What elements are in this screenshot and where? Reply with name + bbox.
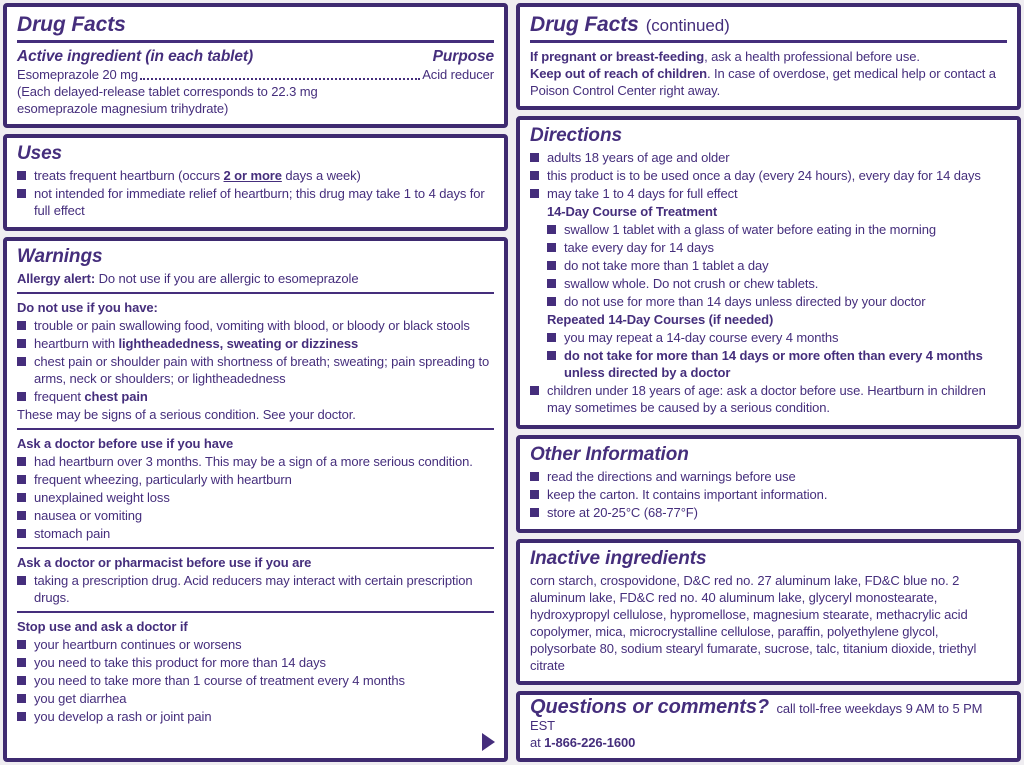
repeated-bullet-2-text: do not take for more than 14 days or more often than every 4 months unless directed by a doctor [564, 348, 983, 380]
directions-bullet-1 [530, 149, 1007, 166]
do-not-use-bullet-3-text: chest pain or shoulder pain with shortness of breath; sweating; pain spreading to arms, neck or shoulders; or lightheadedness [34, 354, 490, 386]
bullet-square-icon [530, 508, 539, 517]
phone-number: 1-866-226-1600 [544, 735, 636, 750]
ask-doctor-bullet-1-text: had heartburn over 3 months. This may be a sign of a more serious condition. [34, 454, 473, 469]
continue-arrow-icon [482, 733, 495, 751]
bullet-square-icon [530, 189, 539, 198]
repeated-bullet-1-text: you may repeat a 14-day course every 4 months [564, 330, 839, 345]
ask-doctor-heading: Ask a doctor before use if you have [17, 436, 234, 451]
drug-facts-continued-title-row [530, 11, 1007, 43]
stop-use-bullet-4-text: you get diarrhea [34, 691, 127, 706]
course-bullet-3-text: do not take more than 1 tablet a day [564, 258, 769, 273]
questions-heading: Questions or comments? [530, 696, 769, 718]
warnings-heading: Warnings [17, 246, 103, 267]
keep-out-of-reach-label: Keep out of reach of children [530, 66, 707, 81]
bullet-square-icon [547, 225, 556, 234]
inactive-ingredients-list: corn starch, crospovidone, D&C red no. 27 aluminum lake, FD&C blue no. 2 aluminum lake, FD&C red no. 40 aluminum lake, glyceryl monostearate, hydroxypropyl cellulose, hypromellose, magnesium stearate, methacrylic acid copolymer, mica, microcrystalline cellulose, paraffin, polyethylene glycol, polysorbate 80, sodium stearyl fumarate, sucrose, talc, titanium dioxide, triethyl citrate [530, 573, 977, 673]
active-ingredient-panel [3, 3, 508, 128]
stop-use-bullet-1-text: your heartburn continues or worsens [34, 637, 242, 652]
directions-bullet-1-text: adults 18 years of age and older [547, 150, 730, 165]
bullet-square-icon [17, 676, 26, 685]
uses-bullet-1-text: treats frequent heartburn (occurs [34, 168, 224, 183]
stop-use-bullet-3-text: you need to take more than 1 course of treatment every 4 months [34, 673, 405, 688]
other-information-bullet-1 [530, 468, 1007, 485]
other-information-bullet-3 [530, 504, 1007, 521]
do-not-use-heading: Do not use if you have: [17, 300, 158, 315]
stop-use-bullet-3 [17, 672, 494, 689]
bullet-square-icon [547, 333, 556, 342]
inactive-ingredients-heading: Inactive ingredients [530, 548, 707, 569]
directions-bullet-4 [530, 382, 1007, 416]
serious-condition-note: These may be signs of a serious condition. See your doctor. [17, 407, 356, 422]
bullet-square-icon [17, 171, 26, 180]
other-information-bullet-1-text: read the directions and warnings before use [547, 469, 796, 484]
section-separator [17, 428, 494, 430]
other-information-heading: Other Information [530, 444, 689, 465]
bullet-square-icon [530, 386, 539, 395]
ask-doctor-bullet-5 [17, 525, 494, 542]
drug-facts-title: Drug Facts [17, 13, 126, 36]
ask-doctor-bullet-4-text: nausea or vomiting [34, 508, 143, 523]
right-column [516, 3, 1021, 762]
dot-leader [140, 78, 420, 80]
bullet-square-icon [547, 297, 556, 306]
active-ingredient-heading: Active ingredient (in each tablet) [17, 48, 254, 65]
uses-bullet-2-text: not intended for immediate relief of heartburn; this drug may take 1 to 4 days for full effect [34, 186, 485, 218]
warnings-panel [3, 237, 508, 762]
drug-facts-continued-title: Drug Facts [530, 13, 639, 36]
keep-out-of-reach-text: . In case of overdose, get medical help or contact a Poison Control Center right away. [530, 66, 996, 98]
questions-text: call toll-free weekdays 9 AM to 5 PM EST [530, 701, 983, 733]
uses-bullet-1-tail: days a week) [281, 168, 361, 183]
stop-use-bullet-2-text: you need to take this product for more than 14 days [34, 655, 326, 670]
stop-use-heading: Stop use and ask a doctor if [17, 619, 188, 634]
course-heading: 14-Day Course of Treatment [547, 204, 718, 219]
do-not-use-bullet-2 [17, 335, 494, 352]
bullet-square-icon [17, 457, 26, 466]
pregnancy-warning-label: If pregnant or breast-feeding [530, 49, 705, 64]
course-bullet-5-text: do not use for more than 14 days unless directed by your doctor [564, 294, 926, 309]
other-information-bullet-2 [530, 486, 1007, 503]
bullet-square-icon [530, 171, 539, 180]
other-information-panel [516, 435, 1021, 533]
repeated-bullet-1 [547, 329, 1007, 346]
stop-use-bullet-2 [17, 654, 494, 671]
keep-out-of-reach-warning [530, 65, 1007, 99]
directions-bullet-4-text: children under 18 years of age: ask a doctor before use. Heartburn in children may sometimes be caused by a serious condition. [547, 383, 986, 415]
other-information-bullet-2-text: keep the carton. It contains important information. [547, 487, 828, 502]
section-separator [17, 547, 494, 549]
uses-bullet-1-emphasis: 2 or more [223, 168, 282, 183]
directions-panel [516, 116, 1021, 429]
uses-panel [3, 134, 508, 231]
active-ingredient-heading-row [17, 48, 494, 65]
bullet-square-icon [17, 475, 26, 484]
ingredient-row [17, 66, 494, 83]
bullet-square-icon [17, 511, 26, 520]
stop-use-bullet-5 [17, 708, 494, 725]
continued-label: (continued) [645, 16, 730, 35]
do-not-use-bullet-3 [17, 353, 494, 387]
pregnancy-warning [530, 48, 1007, 65]
course-bullet-2-text: take every day for 14 days [564, 240, 714, 255]
bullet-square-icon [17, 658, 26, 667]
course-bullet-2 [547, 239, 1007, 256]
ask-doctor-bullet-2-text: frequent wheezing, particularly with heartburn [34, 472, 292, 487]
continued-panel [516, 3, 1021, 110]
bullet-square-icon [17, 712, 26, 721]
bullet-square-icon [17, 694, 26, 703]
section-separator [17, 292, 494, 294]
course-bullet-5 [547, 293, 1007, 310]
do-not-use-bullet-2-emphasis: lightheadedness, sweating or dizziness [118, 336, 359, 351]
section-separator [17, 611, 494, 613]
bullet-square-icon [530, 472, 539, 481]
bullet-square-icon [17, 493, 26, 502]
ask-doctor-bullet-5-text: stomach pain [34, 526, 111, 541]
uses-bullet-2 [17, 185, 494, 219]
ask-pharmacist-heading: Ask a doctor or pharmacist before use if you are [17, 555, 312, 570]
stop-use-bullet-4 [17, 690, 494, 707]
bullet-square-icon [17, 529, 26, 538]
course-bullet-4-text: swallow whole. Do not crush or chew tablets. [564, 276, 819, 291]
allergy-alert-label: Allergy alert: [17, 271, 96, 286]
bullet-square-icon [530, 153, 539, 162]
ingredient-note: (Each delayed-release tablet corresponds to 22.3 mg esomeprazole magnesium trihydrate) [17, 84, 318, 116]
bullet-square-icon [17, 357, 26, 366]
do-not-use-bullet-4-text: frequent [34, 389, 85, 404]
repeated-courses-heading: Repeated 14-Day Courses (if needed) [547, 312, 774, 327]
inactive-ingredients-panel [516, 539, 1021, 685]
do-not-use-bullet-1-text: trouble or pain swallowing food, vomiting with blood, or bloody or black stools [34, 318, 470, 333]
do-not-use-bullet-4 [17, 388, 494, 405]
ask-doctor-bullet-2 [17, 471, 494, 488]
directions-bullet-2 [530, 167, 1007, 184]
bullet-square-icon [547, 261, 556, 270]
allergy-alert [17, 270, 494, 287]
ask-pharmacist-bullet-1 [17, 572, 494, 606]
directions-bullet-3-text: may take 1 to 4 days for full effect [547, 186, 738, 201]
ask-doctor-bullet-3 [17, 489, 494, 506]
questions-line-1 [530, 696, 1007, 734]
do-not-use-bullet-4-emphasis: chest pain [84, 389, 148, 404]
bullet-square-icon [547, 243, 556, 252]
uses-heading: Uses [17, 143, 63, 164]
allergy-alert-text: Do not use if you are allergic to esomeprazole [95, 271, 359, 286]
bullet-square-icon [17, 640, 26, 649]
uses-bullet-1 [17, 167, 494, 184]
pregnancy-warning-text: , ask a health professional before use. [704, 49, 920, 64]
questions-text-2: at [530, 735, 545, 750]
left-column [3, 3, 508, 762]
stop-use-bullet-1 [17, 636, 494, 653]
questions-panel [516, 691, 1021, 762]
directions-bullet-3 [530, 185, 1007, 202]
repeated-bullet-2 [547, 347, 1007, 381]
course-bullet-3 [547, 257, 1007, 274]
bullet-square-icon [547, 351, 556, 360]
do-not-use-bullet-2-text: heartburn with [34, 336, 119, 351]
questions-line-2 [530, 734, 1007, 751]
bullet-square-icon [17, 576, 26, 585]
directions-bullet-2-text: this product is to be used once a day (every 24 hours), every day for 14 days [547, 168, 981, 183]
purpose-value: Acid reducer [422, 67, 494, 82]
course-bullet-4 [547, 275, 1007, 292]
ask-doctor-bullet-4 [17, 507, 494, 524]
purpose-heading: Purpose [432, 48, 494, 65]
ingredient-name: Esomeprazole 20 mg [17, 67, 139, 82]
directions-heading: Directions [530, 125, 622, 146]
ask-pharmacist-bullet-1-text: taking a prescription drug. Acid reducers may interact with certain prescription drugs. [34, 573, 473, 605]
bullet-square-icon [547, 279, 556, 288]
stop-use-bullet-5-text: you develop a rash or joint pain [34, 709, 212, 724]
other-information-bullet-3-text: store at 20-25°C (68-77°F) [547, 505, 698, 520]
course-bullet-1-text: swallow 1 tablet with a glass of water before eating in the morning [564, 222, 936, 237]
bullet-square-icon [17, 321, 26, 330]
do-not-use-bullet-1 [17, 317, 494, 334]
bullet-square-icon [530, 490, 539, 499]
bullet-square-icon [17, 392, 26, 401]
ask-doctor-bullet-1 [17, 453, 494, 470]
bullet-square-icon [17, 189, 26, 198]
course-bullet-1 [547, 221, 1007, 238]
ask-doctor-bullet-3-text: unexplained weight loss [34, 490, 170, 505]
drug-facts-title-row [17, 11, 494, 43]
bullet-square-icon [17, 339, 26, 348]
